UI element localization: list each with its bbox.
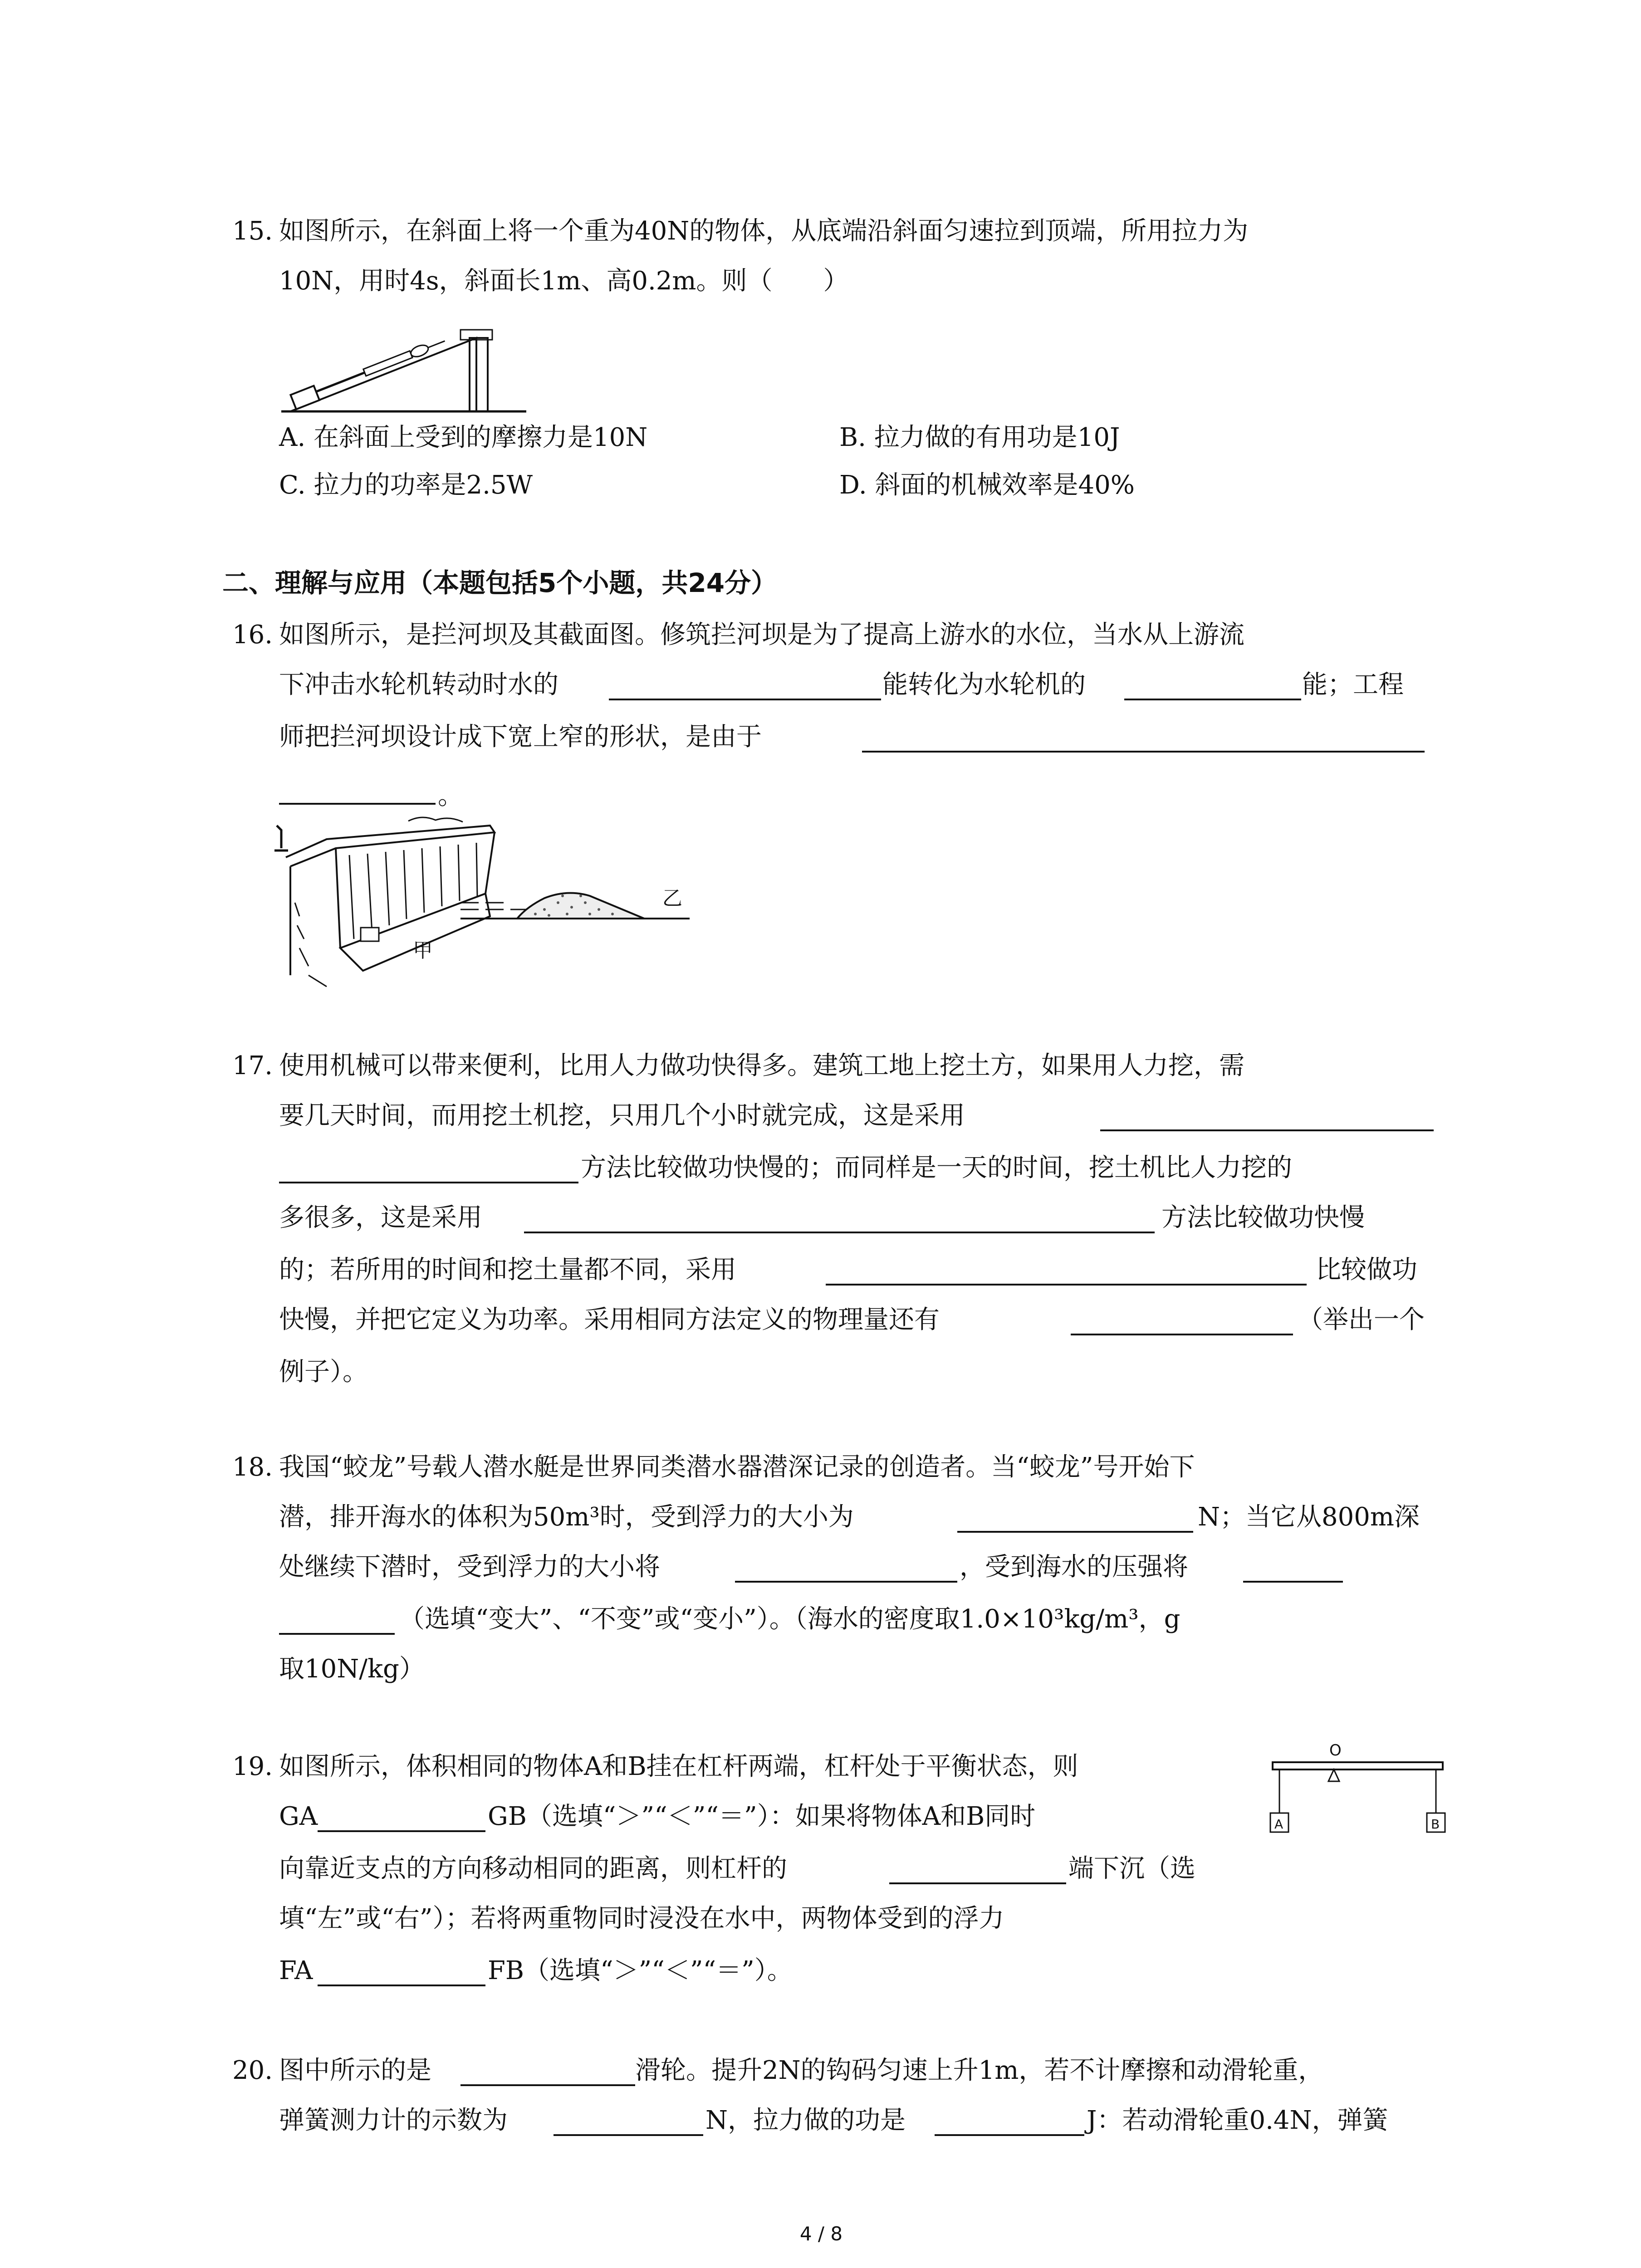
q16-blank-3	[862, 751, 1425, 753]
q19-blank-1	[318, 1830, 485, 1832]
q19-line-5a: FA	[279, 1956, 313, 1985]
q15-number: 15.	[232, 216, 273, 246]
q15-option-c: C. 拉力的功率是2.5W	[279, 470, 533, 500]
q19-line-4: 填“左”或“右”）；若将两重物同时浸没在水中，两物体受到的浮力	[279, 1904, 1004, 1933]
q19-blank-2	[889, 1882, 1066, 1884]
q15-line-1: 如图所示，在斜面上将一个重为40N的物体，从底端沿斜面匀速拉到顶端，所用拉力为	[279, 216, 1249, 246]
q18-line-1: 我国“蛟龙”号载人潜水艇是世界同类潜水器潜深记录的创造者。当“蛟龙”号开始下	[279, 1452, 1195, 1482]
q18-line-4: （选填“变大”、“不变”或“变小”）。（海水的密度取1.0×10³kg/m³，g	[399, 1604, 1181, 1634]
q17-line-6a: 快慢，并把它定义为功率。采用相同方法定义的物理量还有	[279, 1305, 940, 1334]
q17-line-5b: 比较做功	[1316, 1255, 1417, 1285]
q19-number: 19.	[232, 1752, 273, 1781]
q17-line-2: 要几天时间，而用挖土机挖，只用几个小时就完成，这是采用	[279, 1101, 965, 1130]
q17-line-3: 方法比较做功快慢的；而同样是一天的时间，挖土机比人力挖的	[581, 1153, 1292, 1183]
q17-line-1: 使用机械可以带来便利，比用人力做功快得多。建筑工地上挖土方，如果用人力挖，需	[279, 1051, 1244, 1080]
q17-line-4a: 多很多，这是采用	[279, 1203, 482, 1232]
q17-blank-1	[1100, 1129, 1434, 1131]
q19-blank-3	[318, 1984, 485, 1986]
q17-line-6b: （举出一个	[1298, 1305, 1425, 1334]
q15-option-a: A. 在斜面上受到的摩擦力是10N	[279, 423, 648, 452]
q18-line-2a: 潜，排开海水的体积为50m³时，受到浮力的大小为	[279, 1502, 854, 1532]
q18-line-5: 取10N/kg）	[279, 1654, 425, 1684]
q18-blank-2	[735, 1581, 957, 1583]
dam-label-jia: 甲	[413, 939, 433, 962]
q15-option-d: D. 斜面的机械效率是40%	[839, 470, 1135, 500]
q20-line-1b: 滑轮。提升2N的钩码匀速上升1m，若不计摩擦和动滑轮重，	[635, 2056, 1324, 2085]
q20-blank-2	[554, 2134, 703, 2136]
q18-line-2b: N；当它从800m深	[1198, 1502, 1420, 1532]
q18-number: 18.	[232, 1452, 273, 1482]
q17-blank-2	[524, 1232, 1155, 1233]
q19-line-2a: GA	[279, 1802, 318, 1831]
q19-line-3b: 端下沉（选	[1068, 1854, 1195, 1883]
q16-line-2a: 下冲击水轮机转动时水的	[279, 670, 558, 699]
q18-blank-3-cont	[279, 1633, 395, 1635]
q17-number: 17.	[232, 1051, 273, 1080]
q20-blank-1	[460, 2084, 635, 2086]
lever-label-b: B	[1431, 1817, 1440, 1832]
q18-blank-3	[1243, 1581, 1343, 1583]
q20-blank-3	[935, 2134, 1084, 2136]
q16-line-4: 。	[438, 781, 463, 811]
q16-line-1: 如图所示，是拦河坝及其截面图。修筑拦河坝是为了提高上游水的水位，当水从上游流	[279, 620, 1244, 650]
q20-line-1a: 图中所示的是	[279, 2056, 431, 2085]
q17-blank-4	[1071, 1334, 1293, 1335]
q19-line-1: 如图所示，体积相同的物体A和B挂在杠杆两端，杠杆处于平衡状态，则	[279, 1752, 1078, 1781]
incline-figure	[281, 302, 526, 415]
q17-line-5a: 的；若所用的时间和挖土量都不同，采用	[279, 1255, 736, 1285]
section-2-title: 二、理解与应用（本题包括5个小题，共24分）	[222, 567, 778, 598]
q20-number: 20.	[232, 2056, 273, 2085]
q16-blank-3-cont	[279, 803, 436, 805]
q19-line-2b: GB（选填“＞”“＜”“＝”）：如果将物体A和B同时	[488, 1802, 1036, 1831]
q16-blank-2	[1124, 699, 1301, 700]
q16-line-2b: 能转化为水轮机的	[882, 670, 1086, 699]
page-number: 4 / 8	[799, 2223, 843, 2245]
lever-figure	[1266, 1735, 1456, 1839]
q20-line-2a: 弹簧测力计的示数为	[279, 2106, 508, 2135]
q20-line-2b: N，拉力做的功是	[705, 2106, 906, 2135]
q17-line-4b: 方法比较做功快慢	[1161, 1203, 1365, 1232]
q19-line-5b: FB（选填“＞”“＜”“＝”）。	[488, 1956, 793, 1985]
lever-label-o: O	[1329, 1741, 1342, 1760]
dam-figure	[272, 812, 708, 993]
q19-line-3a: 向靠近支点的方向移动相同的距离，则杠杆的	[279, 1854, 787, 1883]
q16-number: 16.	[232, 620, 273, 650]
q16-blank-1	[609, 699, 881, 700]
q17-line-7: 例子）。	[279, 1357, 368, 1387]
q18-blank-1	[957, 1531, 1193, 1533]
q16-line-2c: 能；工程	[1302, 670, 1404, 699]
q16-line-3: 师把拦河坝设计成下宽上窄的形状，是由于	[279, 722, 762, 752]
lever-label-a: A	[1274, 1817, 1283, 1832]
q17-blank-3	[826, 1284, 1307, 1286]
q15-line-2: 10N，用时4s，斜面长1m、高0.2m。则（ ）	[279, 266, 849, 296]
q17-blank-1-cont	[279, 1182, 578, 1183]
dam-label-yi: 乙	[662, 887, 682, 910]
q18-line-3b: ，受到海水的压强将	[960, 1552, 1188, 1582]
q15-option-b: B. 拉力做的有用功是10J	[839, 423, 1120, 452]
q20-line-2c: J：若动滑轮重0.4N，弹簧	[1087, 2106, 1388, 2135]
q18-line-3a: 处继续下潜时，受到浮力的大小将	[279, 1552, 660, 1582]
